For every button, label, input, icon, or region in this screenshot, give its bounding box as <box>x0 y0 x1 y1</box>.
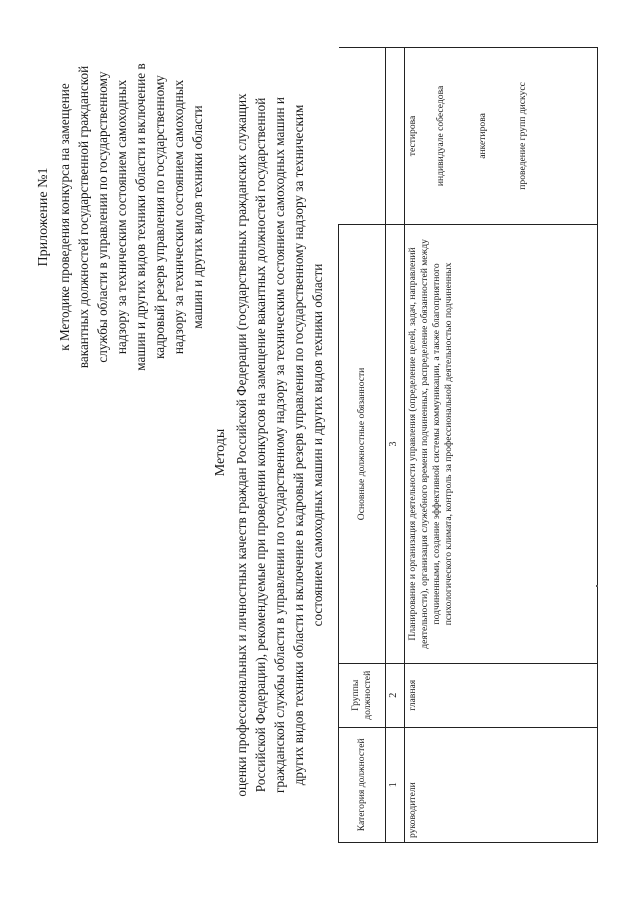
table-number-row <box>386 48 405 843</box>
appendix-line: машин и других видов техники области и включение в <box>133 63 148 371</box>
scan-speck <box>596 585 598 587</box>
appendix-line: службы области в управлении по государственному <box>95 71 110 363</box>
col-number <box>386 48 405 225</box>
cell-category: руководители <box>405 727 598 842</box>
header-group: Группы должностей <box>339 663 386 727</box>
appendix-line: к Методике проведения конкурса на замещение <box>57 83 72 351</box>
duties-table <box>338 47 598 843</box>
appendix-line: надзору за техническим состоянием самоходных <box>114 79 129 355</box>
methods-line: оценки профессиональных и личностных качеств граждан Российской Федерации (государственных гражданских служащих <box>234 93 249 797</box>
col-number: 3 <box>386 224 405 663</box>
appendix-line: надзору за техническим состоянием самоходных <box>171 79 186 355</box>
appendix-line: кадровый резерв управления по государственному <box>152 75 167 359</box>
methods-title: Методы <box>213 428 228 477</box>
col-number: 1 <box>386 727 405 842</box>
method-item: проведение групп дискусс <box>517 82 529 190</box>
cell-group: главная <box>405 663 598 727</box>
cell-methods <box>405 48 598 225</box>
method-item: анкетирова <box>477 113 489 159</box>
methods-line: Российской Федерации), рекомендуемые при проведении конкурсов на замещение вакантных должностей государственной <box>253 97 268 793</box>
appendix-line: вакантных должностей государственной гражданской <box>76 65 91 369</box>
method-item: тестирова <box>407 115 419 157</box>
methods-line: состоянием самоходных машин и других видов техники области <box>310 263 325 627</box>
methods-line: гражданской службы области в управлении по государственному надзору за техническим состоянием самоходных машин и <box>272 97 287 793</box>
appendix-header <box>34 27 207 407</box>
methods-description <box>232 55 327 835</box>
cell-duties: Планирование и организация деятельности управления (определение целей, задач, направлений деятельности), организация служебного времени подчиненных, распределение обязанностей между подчиненными, создание эффективной системы коммуникации, а также благоприятного психологического климата, контроль за профессиональной деятельностью подчиненных <box>405 224 598 663</box>
appendix-line: машин и других видов техники области <box>190 105 205 329</box>
table-row <box>405 48 598 843</box>
col-number: 2 <box>386 663 405 727</box>
method-item: индивидуале собеседова <box>435 85 447 187</box>
header-category: Категория должностей <box>339 727 386 842</box>
header-methods <box>339 48 386 225</box>
methods-line: других видов техники области и включение в кадровый резерв управления по государственному надзору за техническим <box>291 104 306 786</box>
appendix-title: Приложение №1 <box>36 167 51 267</box>
methods-list <box>407 52 595 220</box>
table-header-row <box>339 48 386 843</box>
header-duties: Основные должностные обязанности <box>339 224 386 663</box>
